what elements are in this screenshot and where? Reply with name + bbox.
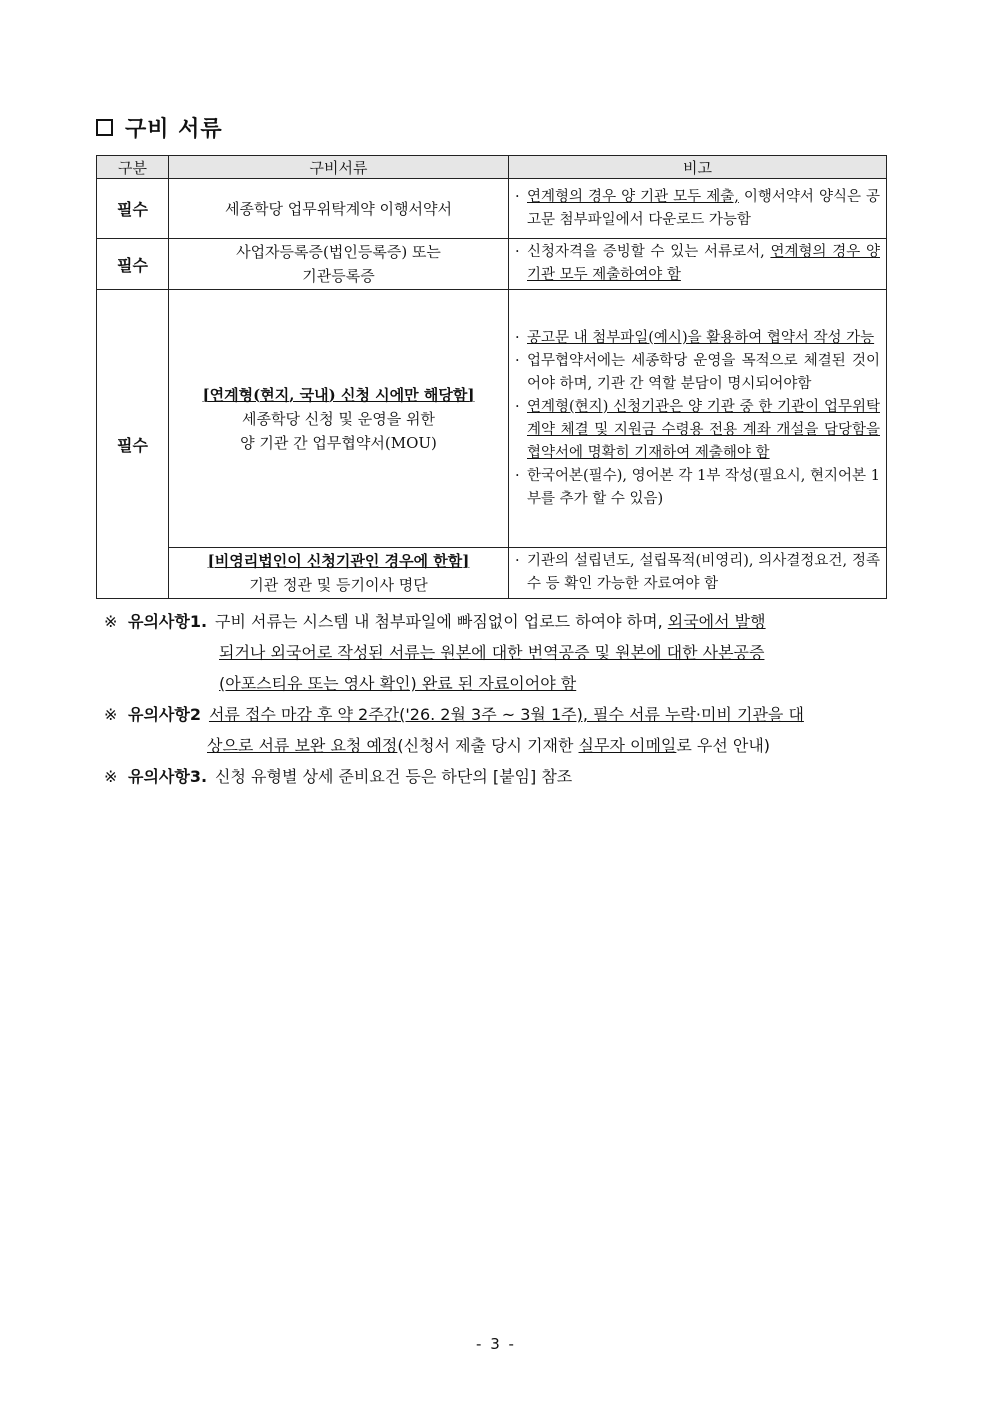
remark-item: · 기관의 설립년도, 설립목적(비영리), 의사결정요건, 정족수 등 확인 가능한 자료여야 함 <box>515 553 880 592</box>
reference-mark-icon: ※ <box>104 767 118 786</box>
category-cell: 필수 <box>97 239 169 290</box>
remark-cell <box>509 179 887 239</box>
notice-label: 유의사항2 <box>128 705 201 724</box>
document-cell <box>169 548 509 599</box>
remark-cell <box>509 290 887 548</box>
document-condition: [연계형(현지, 국내) 신청 시에만 해당함] <box>202 385 475 404</box>
notice-text: 신청 유형별 상세 준비요건 등은 하단의 [붙임] 참조 <box>215 767 573 786</box>
page-number: - 3 - <box>476 1335 516 1353</box>
notice-3 <box>104 761 899 792</box>
notice-underlined: 외국에서 발행 <box>667 612 766 631</box>
notice-1 <box>104 606 899 699</box>
notice-underlined: 서류 접수 마감 후 약 2주간('26. 2월 3주 ~ 3월 1주), 필수 서류 누락·미비 기관을 대 <box>208 705 804 724</box>
remark-item: · 연계형의 경우 양 기관 모두 제출, 이행서약서 양식은 공고문 첨부파일에서 다운로드 가능함 <box>515 188 881 228</box>
header-remarks: 비고 <box>509 156 887 179</box>
remark-underlined: 연계형의 경우 양 기관 모두 제출하여야 함 <box>527 244 880 283</box>
document-name: 기관 정관 및 등기이사 명단 <box>249 576 428 594</box>
notice-text: 구비 서류는 시스템 내 첨부파일에 빠짐없이 업로드 하여야 하며, <box>215 612 668 631</box>
remark-text: 신청자격을 증빙할 수 있는 서류로서, <box>527 244 771 260</box>
header-category: 구분 <box>97 156 169 179</box>
document-condition: [비영리법인이 신청기관인 경우에 한함] <box>207 552 470 570</box>
category-cell: 필수 <box>97 290 169 599</box>
notice-label: 유의사항1. <box>128 612 208 631</box>
reference-mark-icon: ※ <box>104 612 118 631</box>
table-row <box>97 239 887 290</box>
remark-item: · 업무협약서에는 세종학당 운영을 목적으로 체결된 것이어야 하며, 기관 간 역할 분담이 명시되어야함 <box>515 352 880 392</box>
section-title-text: 구비 서류 <box>125 117 223 142</box>
document-cell <box>169 179 509 239</box>
remark-text: 업무협약서에는 세종학당 운영을 목적으로 체결된 것이어야 하며, 기관 간 역할 분담이 명시되어야함 <box>527 352 880 392</box>
notice-text: 로 우선 안내) <box>676 736 771 755</box>
table-row <box>97 548 887 599</box>
document-name-line2: 기관등록증 <box>302 267 375 285</box>
document-name: 세종학당 업무위탁계약 이행서약서 <box>225 199 452 218</box>
notices <box>104 606 899 792</box>
remark-item: · 신청자격을 증빙할 수 있는 서류로서, 연계형의 경우 양 기관 모두 제출하여야 함 <box>515 244 880 283</box>
required-documents-table <box>96 155 887 599</box>
document-name-line1: 세종학당 신청 및 운영을 위한 <box>242 409 435 428</box>
remark-underlined: 연계형(현지) 신청기관은 양 기관 중 한 기관이 업무위탁계약 체결 및 지원금 수령용 전용 계좌 개설을 담당함을 협약서에 명확히 기재하여 제출해야 함 <box>527 398 880 461</box>
remark-text: 한국어본(필수), 영어본 각 1부 작성(필요시, 현지어본 1부를 추가 할 수 있음) <box>527 467 880 507</box>
reference-mark-icon: ※ <box>104 705 118 724</box>
table-row <box>97 179 887 239</box>
notice-underlined: 되거나 외국어로 작성된 서류는 원본에 대한 번역공증 및 원본에 대한 사본공증 <box>219 643 765 662</box>
category-cell: 필수 <box>97 179 169 239</box>
checkbox-square-icon <box>96 119 113 136</box>
remark-item: · 한국어본(필수), 영어본 각 1부 작성(필요시, 현지어본 1부를 추가 할 수 있음) <box>515 467 880 507</box>
remark-item: · 공고문 내 첨부파일(예시)을 활용하여 협약서 작성 가능 <box>515 329 875 346</box>
remark-item: · 연계형(현지) 신청기관은 양 기관 중 한 기관이 업무위탁계약 체결 및 지원금 수령용 전용 계좌 개설을 담당함을 협약서에 명확히 기재하여 제출해야 함 <box>515 398 880 461</box>
remark-text: 이행서약서 양식은 공고문 첨부파일에서 다운로드 가능함 <box>527 188 881 228</box>
table-header-row <box>97 156 887 179</box>
document-name-line2: 양 기관 간 업무협약서(MOU) <box>240 433 437 452</box>
section-title <box>96 112 223 143</box>
notice-underlined: 실무자 이메일 <box>578 736 677 755</box>
header-documents: 구비서류 <box>169 156 509 179</box>
document-cell <box>169 290 509 548</box>
remark-underlined: 공고문 내 첨부파일(예시)을 활용하여 협약서 작성 가능 <box>527 329 875 346</box>
table-row <box>97 290 887 548</box>
notice-text: (신청서 제출 당시 기재한 <box>397 736 579 755</box>
remark-text: 기관의 설립년도, 설립목적(비영리), 의사결정요건, 정족수 등 확인 가능한 자료여야 함 <box>527 553 880 592</box>
notice-2 <box>104 699 899 761</box>
remark-cell <box>509 548 887 599</box>
document-name-line1: 사업자등록증(법인등록증) 또는 <box>236 243 441 261</box>
notice-label: 유의사항3. <box>128 767 208 786</box>
remark-cell <box>509 239 887 290</box>
remark-underlined: 연계형의 경우 양 기관 모두 제출, <box>527 188 739 205</box>
notice-underlined: 상으로 서류 보완 요청 예정 <box>207 736 398 755</box>
notice-underlined: (아포스티유 또는 영사 확인) 완료 된 자료이어야 함 <box>219 674 577 693</box>
document-cell <box>169 239 509 290</box>
